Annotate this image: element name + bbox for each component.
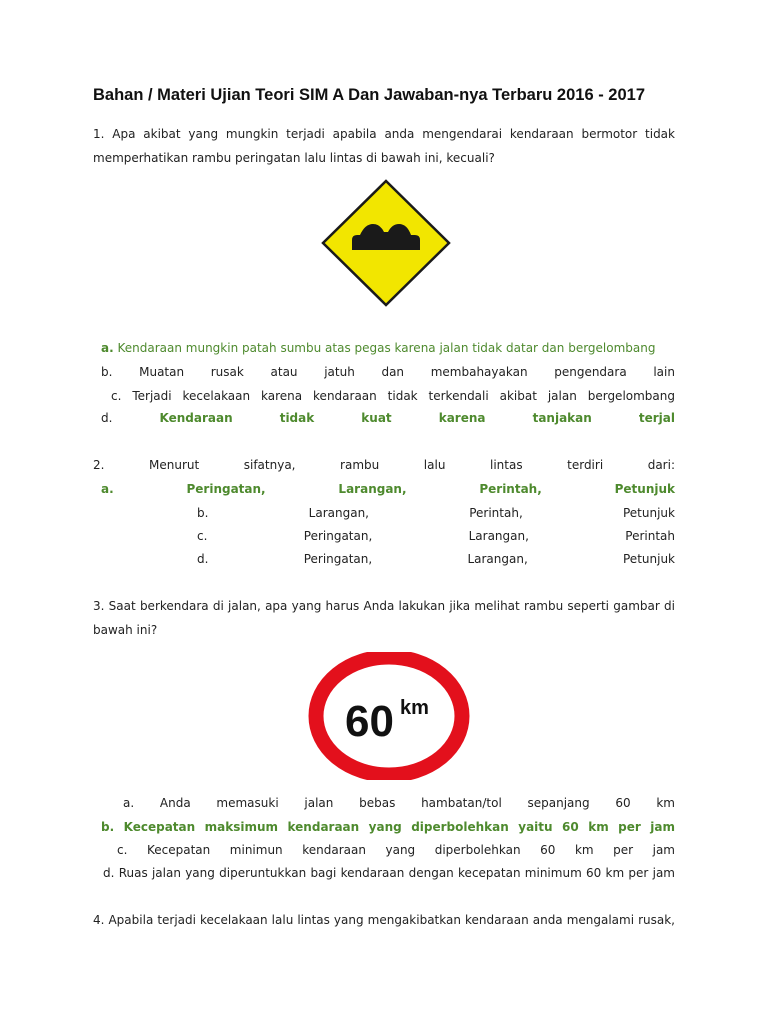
q3-option-b-text: Kecepatan maksimum kendaraan yang diperbolehkan yaitu 60 km per jam (123, 820, 675, 834)
q2-option-b-text: Larangan, Perintah, Petunjuk (308, 506, 675, 520)
q2-option-d (197, 551, 675, 567)
q1-option-d-text: Kendaraan tidak kuat karena tanjakan terjal (159, 411, 675, 425)
q3-option-c (117, 842, 675, 858)
document-title: Bahan / Materi Ujian Teori SIM A Dan Jawaban-nya Terbaru 2016 - 2017 (93, 86, 646, 104)
q1-text-line2: memperhatikan rambu peringatan lalu lintas di bawah ini, kecuali? (93, 151, 495, 165)
q1-option-c (111, 388, 675, 404)
q3-option-b-letter: b. (101, 820, 115, 834)
q3-option-d (103, 865, 675, 881)
q2-option-c-letter: c. (197, 529, 208, 543)
q1-option-a (93, 340, 675, 356)
q2-option-c-text: Peringatan, Larangan, Perintah (303, 529, 675, 543)
q2-option-d-letter: d. (197, 552, 209, 566)
q1-option-b (101, 364, 675, 380)
q2-option-c (197, 528, 675, 544)
q1-option-a-letter: a. (101, 341, 114, 355)
q3-option-c-letter: c. (117, 843, 128, 857)
q1-option-c-text: Terjadi kecelakaan karena kendaraan tidak terkendali akibat jalan bergelombang (132, 389, 675, 403)
q2-option-b-letter: b. (197, 506, 209, 520)
q1-option-d (101, 410, 675, 426)
speed-limit-sign-icon (308, 652, 470, 780)
bump-warning-sign-icon (320, 178, 452, 308)
q2-option-a (101, 481, 675, 497)
q1-option-c-letter: c. (111, 389, 122, 403)
q1-option-b-text: Muatan rusak atau jatuh dan membahayakan pengendara lain (139, 365, 675, 379)
q1-option-a-text: Kendaraan mungkin patah sumbu atas pegas karena jalan tidak datar dan bergelombang (117, 341, 656, 355)
q2-option-d-text: Peringatan, Larangan, Petunjuk (303, 552, 675, 566)
q3-text-line2: bawah ini? (93, 623, 158, 637)
q3-option-d-letter: d. (103, 866, 115, 880)
q2-text-line1: 2. Menurut sifatnya, rambu lalu lintas terdiri dari: (93, 458, 675, 472)
speed-limit-unit: km (400, 697, 429, 719)
q3-option-a (123, 795, 675, 811)
q2-option-b (197, 505, 675, 521)
q1-option-b-letter: b. (101, 365, 113, 379)
q1-option-d-letter: d. (101, 411, 113, 425)
q3-option-a-letter: a. (123, 796, 135, 810)
q4-text-line1: 4. Apabila terjadi kecelakaan lalu lintas yang mengakibatkan kendaraan anda mengalami rusak, (93, 913, 675, 927)
q1-text-line1: 1. Apa akibat yang mungkin terjadi apabila anda mengendarai kendaraan bermotor tidak (93, 127, 675, 141)
q2-option-a-text: Peringatan, Larangan, Perintah, Petunjuk (186, 482, 675, 496)
q3-text-line1: 3. Saat berkendara di jalan, apa yang harus Anda lakukan jika melihat rambu seperti gambar di (93, 599, 675, 613)
q3-option-d-text: Ruas jalan yang diperuntukkan bagi kendaraan dengan kecepatan minimum 60 km per jam (118, 866, 675, 880)
q2-option-a-letter: a. (101, 482, 114, 496)
speed-limit-number: 60 (345, 697, 394, 746)
q3-option-b (101, 819, 675, 835)
q3-option-a-text: Anda memasuki jalan bebas hambatan/tol sepanjang 60 km (159, 796, 675, 810)
q3-option-c-text: Kecepatan minimun kendaraan yang diperbolehkan 60 km per jam (146, 843, 675, 857)
